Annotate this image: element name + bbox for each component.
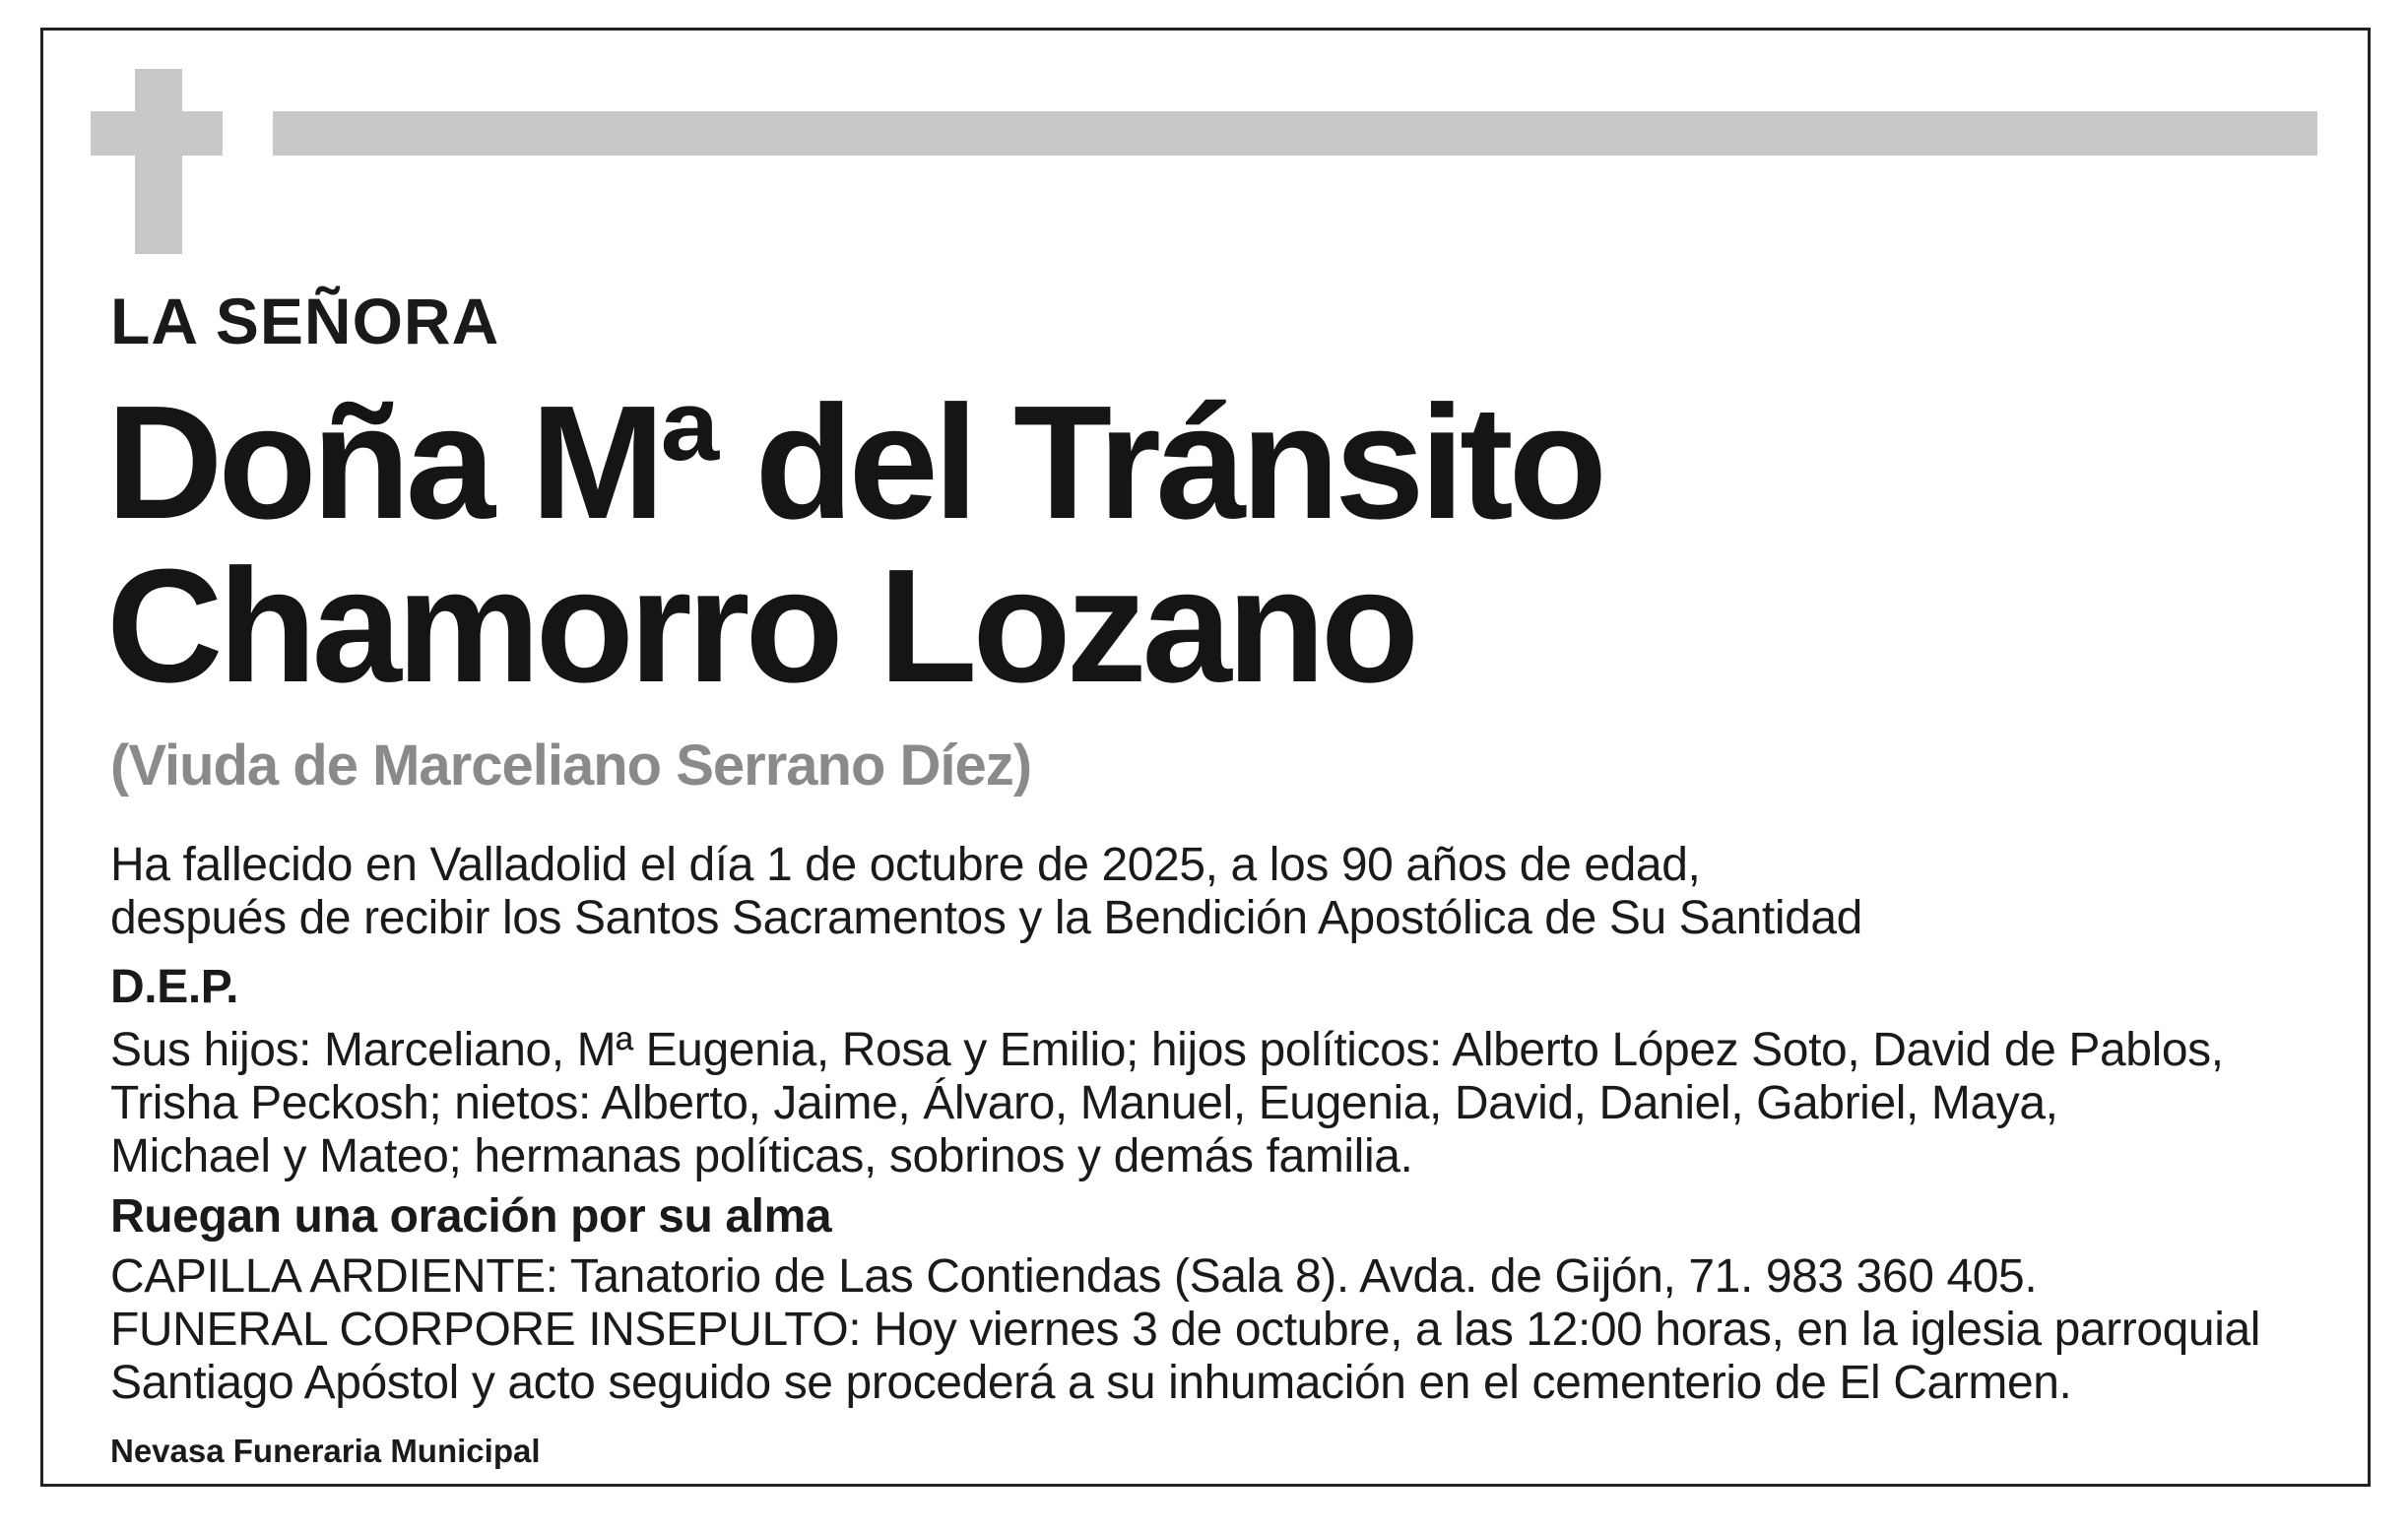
- service-line: Santiago Apóstol y acto seguido se procederá a su inhumación en el cementerio de El Carmen.: [110, 1357, 2072, 1409]
- family-line: Sus hijos: Marceliano, Mª Eugenia, Rosa y Emilio; hijos políticos: Alberto López Soto, David de Pablos,: [110, 1024, 2224, 1076]
- honorific-prefix: LA SEÑORA: [110, 285, 500, 357]
- death-line: después de recibir los Santos Sacramentos y la Bendición Apostólica de Su Santidad: [110, 892, 1862, 944]
- cross-horizontal-bar: [91, 111, 223, 156]
- death-line: Ha fallecido en Valladolid el día 1 de octubre de 2025, a los 90 años de edad,: [110, 839, 1701, 891]
- family-line: Michael y Mateo; hermanas políticas, sobrinos y demás familia.: [110, 1130, 1413, 1182]
- service-line: FUNERAL CORPORE INSEPULTO: Hoy viernes 3 de octubre, a las 12:00 horas, en la iglesia parroquial: [110, 1304, 2261, 1356]
- cross-vertical-bar: [135, 69, 182, 254]
- deceased-name-line-1: Doña Mª del Tránsito: [106, 372, 1602, 552]
- service-details: [110, 1250, 2260, 1410]
- family-line: Trisha Peckosh; nietos: Alberto, Jaime, Álvaro, Manuel, Eugenia, David, Daniel, Gabriel, Maya,: [110, 1077, 2058, 1129]
- deceased-name-line-2: Chamorro Lozano: [106, 536, 1415, 716]
- service-line: CAPILLA ARDIENTE: Tanatorio de Las Contiendas (Sala 8). Avda. de Gijón, 71. 983 360 405.: [110, 1250, 2038, 1303]
- family-list: [110, 1024, 2224, 1183]
- widow-of-note: (Viuda de Marceliano Serrano Díez): [110, 734, 1032, 798]
- rest-in-peace: D.E.P.: [110, 961, 239, 1013]
- header-divider-bar: [273, 111, 2317, 156]
- funeral-home-credit: Nevasa Funeraria Municipal: [110, 1433, 541, 1469]
- prayer-request: Ruegan una oración por su alma: [110, 1190, 832, 1243]
- death-announcement: [110, 839, 1862, 945]
